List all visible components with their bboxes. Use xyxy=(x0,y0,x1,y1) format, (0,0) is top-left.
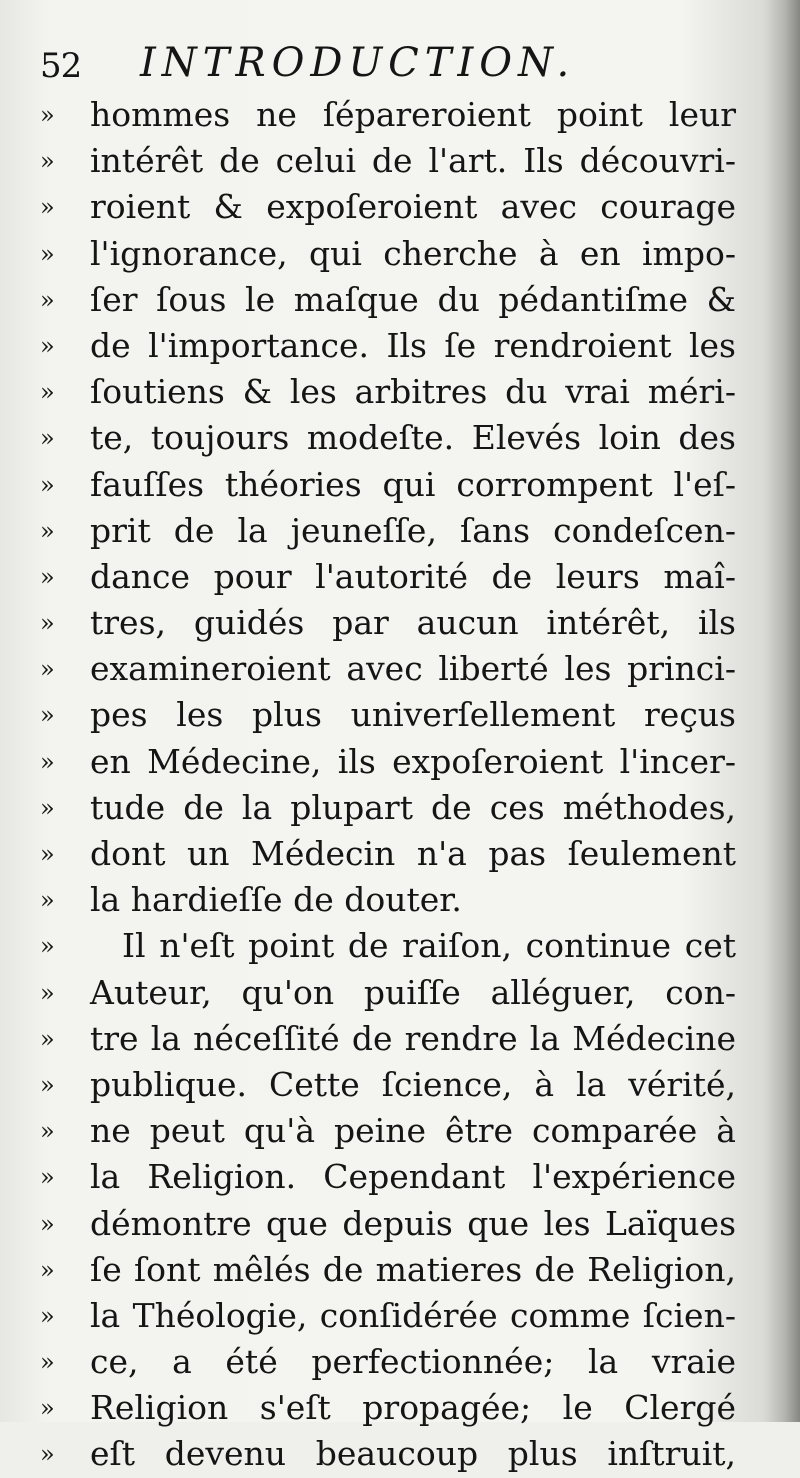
quote-mark: » xyxy=(40,285,55,314)
quote-mark: » xyxy=(40,147,55,176)
line-text: fauſſes théories qui corrompent l'eſ- xyxy=(90,464,736,504)
line-text: roient & expoſeroient avec courage xyxy=(90,187,736,227)
text-line xyxy=(40,1431,740,1477)
page-number: 52 xyxy=(40,46,82,86)
text-line xyxy=(40,462,740,508)
line-text: ſer ſous le maſque du pédantiſme & xyxy=(90,279,736,319)
text-line xyxy=(40,508,740,554)
line-text: tude de la plupart de ces méthodes, xyxy=(90,787,736,827)
running-title: INTRODUCTION. xyxy=(140,40,576,86)
line-text: ſe ſont mêlés de matieres de Religion, xyxy=(90,1249,736,1289)
quote-mark: » xyxy=(40,1163,55,1192)
line-text: la Théologie, conſidérée comme ſcien- xyxy=(90,1295,736,1335)
line-text: publique. Cette ſcience, à la vérité, xyxy=(90,1064,736,1104)
quote-mark: » xyxy=(40,331,55,360)
text-line xyxy=(40,600,740,646)
line-text: prit de la jeuneſſe, ſans condeſcen- xyxy=(90,510,736,550)
line-text: ce, a été perfectionnée; la vraie xyxy=(90,1342,736,1382)
quote-mark: » xyxy=(40,1255,55,1284)
quote-mark: » xyxy=(40,747,55,776)
text-line xyxy=(40,646,740,692)
line-text: dance pour l'autorité de leurs maî- xyxy=(90,556,736,596)
quote-mark: » xyxy=(40,609,55,638)
text-line xyxy=(40,277,740,323)
text-line xyxy=(40,1016,740,1062)
line-text: eſt devenu beaucoup plus inſtruit, xyxy=(90,1434,736,1474)
page-header xyxy=(40,40,740,96)
quote-mark: » xyxy=(40,193,55,222)
text-line xyxy=(40,877,740,923)
line-text: Auteur, qu'on puiſſe alléguer, con- xyxy=(90,972,736,1012)
quote-mark: » xyxy=(40,655,55,684)
line-text: la hardieſſe de douter. xyxy=(90,880,462,920)
quote-mark: » xyxy=(40,978,55,1007)
line-text: examineroient avec liberté les princi- xyxy=(90,649,736,689)
text-line xyxy=(40,184,740,230)
quote-mark: » xyxy=(40,470,55,499)
text-line xyxy=(40,92,740,138)
text-line xyxy=(40,970,740,1016)
line-text: la Religion. Cependant l'expérience xyxy=(90,1157,736,1197)
quote-mark: » xyxy=(40,424,55,453)
quote-mark: » xyxy=(40,793,55,822)
page-edge-shadow xyxy=(762,0,800,1422)
text-line xyxy=(40,138,740,184)
quote-mark: » xyxy=(40,1024,55,1053)
line-text: ne peut qu'à peine être comparée à xyxy=(90,1111,736,1151)
quote-mark: » xyxy=(40,1440,55,1469)
line-text: hommes ne ſépareroient point leur xyxy=(90,95,736,134)
line-text: intérêt de celui de l'art. Ils découvri- xyxy=(90,141,736,181)
text-line xyxy=(40,831,740,877)
text-line xyxy=(40,785,740,831)
quote-mark: » xyxy=(40,1348,55,1377)
quote-mark: » xyxy=(40,1209,55,1238)
line-text: pes les plus univerſellement reçus xyxy=(90,695,736,735)
line-text: tres, guidés par aucun intérêt, ils xyxy=(90,603,736,643)
text-line xyxy=(40,1339,740,1385)
quote-mark: » xyxy=(40,239,55,268)
text-line xyxy=(40,739,740,785)
line-text: tre la néceſſité de rendre la Médecine xyxy=(90,1018,736,1058)
text-line xyxy=(40,1385,740,1431)
text-line xyxy=(40,1154,740,1200)
text-line xyxy=(40,415,740,461)
text-line xyxy=(40,1293,740,1339)
quote-mark: » xyxy=(40,378,55,407)
text-line xyxy=(40,692,740,738)
quote-mark: » xyxy=(40,516,55,545)
line-text: démontre que depuis que les Laïques xyxy=(90,1203,736,1243)
line-text: de l'importance. Ils ſe rendroient les xyxy=(90,325,736,365)
text-line xyxy=(40,1201,740,1247)
line-text: Religion s'eſt propagée; le Clergé xyxy=(90,1388,736,1428)
quote-mark: » xyxy=(40,1301,55,1330)
quote-mark: » xyxy=(40,1394,55,1423)
line-text: te, toujours modeſte. Elevés loin des xyxy=(90,418,736,458)
text-line xyxy=(40,1247,740,1293)
line-text: l'ignorance, qui cherche à en impo- xyxy=(90,233,736,273)
text-line xyxy=(40,231,740,277)
quote-mark: » xyxy=(40,932,55,961)
line-text: ſoutiens & les arbitres du vrai méri- xyxy=(90,372,736,412)
body-text xyxy=(40,92,740,1478)
line-text: Il n'eſt point de raiſon, continue cet xyxy=(122,926,736,966)
text-line xyxy=(40,1108,740,1154)
quote-mark: » xyxy=(40,886,55,915)
quote-mark: » xyxy=(40,1070,55,1099)
quote-mark: » xyxy=(40,101,55,129)
text-line xyxy=(40,923,740,969)
quote-mark: » xyxy=(40,1117,55,1146)
text-line xyxy=(40,369,740,415)
text-line xyxy=(40,323,740,369)
line-text: dont un Médecin n'a pas ſeulement xyxy=(90,834,736,873)
line-text: en Médecine, ils expoſeroient l'incer- xyxy=(90,741,736,781)
quote-mark: » xyxy=(40,562,55,591)
text-line xyxy=(40,1062,740,1108)
quote-mark: » xyxy=(40,701,55,730)
text-line xyxy=(40,554,740,600)
quote-mark: » xyxy=(40,840,55,868)
